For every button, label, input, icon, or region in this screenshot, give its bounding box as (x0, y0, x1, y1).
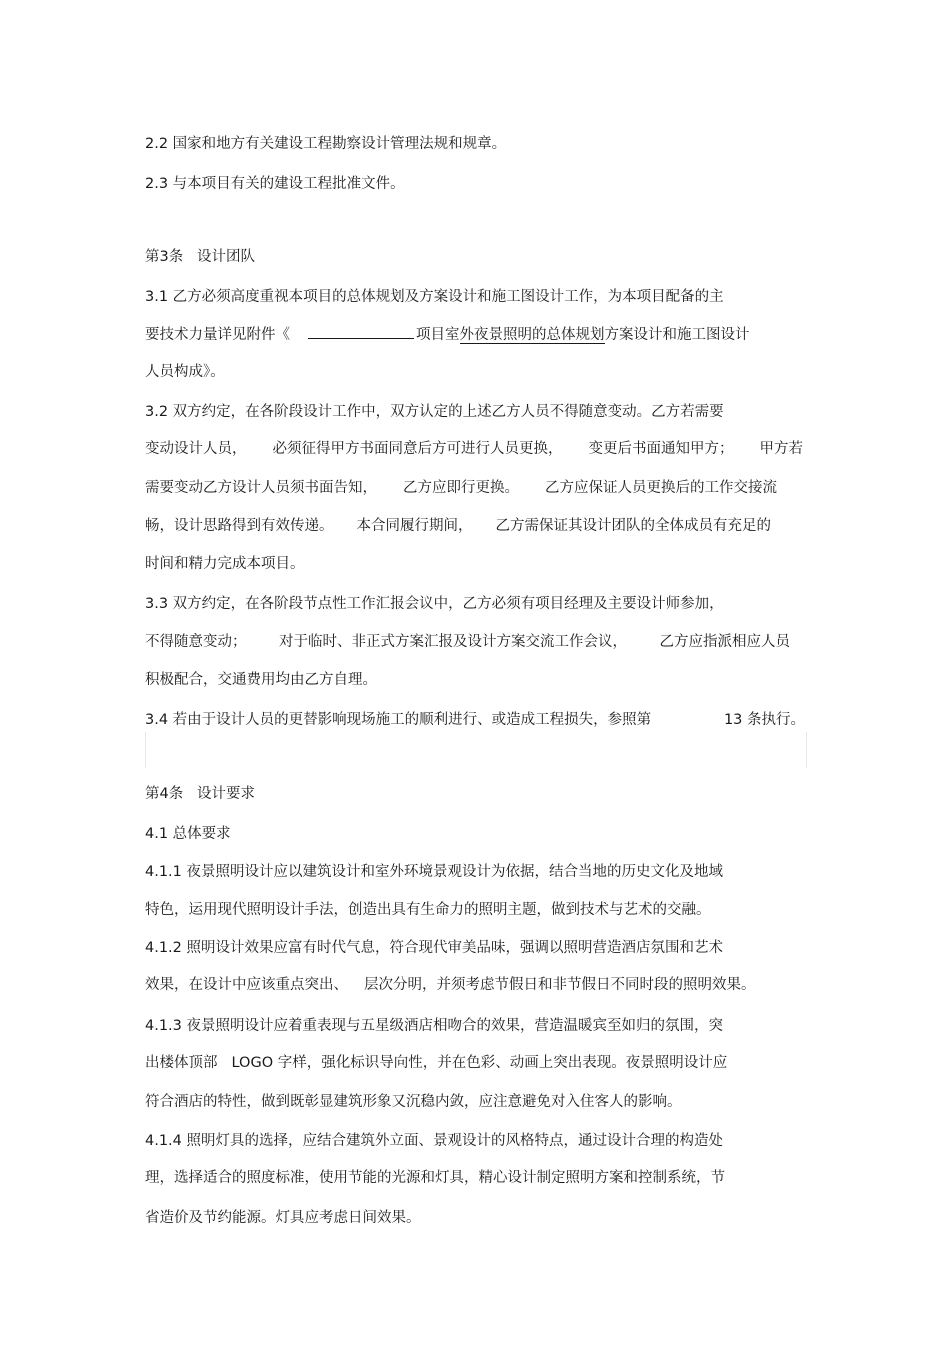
article-3-heading: 第3条 设计团队 (145, 249, 256, 265)
text-segment: 畅，设计思路得到有效传递。 (145, 518, 334, 534)
clause-4-1-3-line-2 (145, 1053, 727, 1073)
text-segment: 变动设计人员， (145, 441, 247, 457)
text-segment: 13 条执行。 (723, 712, 805, 728)
text-segment: 乙方需保证其设计团队的全体成员有充足的 (495, 518, 771, 534)
text-segment: 乙方应即行更换。 (403, 480, 519, 496)
clause-3-1-prefix: 要技术力量详见附件《 (145, 327, 290, 343)
clause-4-1-1-line-1: 4.1.1 夜景照明设计应以建筑设计和室外环境景观设计为依据，结合当地的历史文化及地域 (145, 864, 723, 880)
clause-4-1-4-line-1: 4.1.4 照明灯具的选择，应结合建筑外立面、景观设计的风格特点，通过设计合理的构造处 (145, 1133, 723, 1149)
clause-3-1-line-3: 人员构成》。 (145, 364, 225, 380)
clause-2-3: 2.3 与本项目有关的建设工程批准文件。 (145, 176, 405, 192)
clause-4-1-2-line-2 (145, 975, 756, 995)
clause-2-2: 2.2 国家和地方有关建设工程勘察设计管理法规和规章。 (145, 136, 507, 152)
divider (806, 732, 807, 768)
divider (145, 732, 146, 768)
clause-3-2-line-2 (145, 439, 803, 459)
clause-3-1-underlined: 外夜景照明的总体规划 (459, 327, 605, 343)
text-segment: 不得随意变动； (145, 634, 247, 650)
text-segment: 3.4 若由于设计人员的更替影响现场施工的顺利进行、或造成工程损失，参照第 (145, 712, 652, 728)
text-segment: 甲方若 (759, 441, 803, 457)
text-segment: 乙方应保证人员更换后的工作交接流 (545, 480, 777, 496)
clause-3-3-line-1: 3.3 双方约定，在各阶段节点性工作汇报会议中，乙方必须有项目经理及主要设计师参加， (145, 596, 724, 612)
clause-3-3-line-2 (145, 632, 790, 652)
clause-3-2-line-3 (145, 478, 777, 498)
clause-4-1-3-line-1: 4.1.3 夜景照明设计应着重表现与五星级酒店相吻合的效果，营造温暖宾至如归的氛围，突 (145, 1018, 723, 1034)
clause-4-1-heading: 4.1 总体要求 (145, 826, 231, 842)
text-segment: 需要变动乙方设计人员须书面告知， (145, 480, 377, 496)
text-segment: 必须征得甲方书面同意后方可进行人员更换， (272, 441, 563, 457)
text-segment: 层次分明，并须考虑节假日和非节假日不同时段的照明效果。 (364, 977, 756, 993)
text-segment: 对于临时、非正式方案汇报及设计方案交流工作会议， (279, 634, 627, 650)
clause-3-3-line-3: 积极配合，交通费用均由乙方自理。 (145, 672, 377, 688)
clause-4-1-3-line-3: 符合酒店的特性，做到既彰显建筑形象又沉稳内敛，应注意避免对入住客人的影响。 (145, 1094, 682, 1110)
clause-4-1-2-line-1: 4.1.2 照明设计效果应富有时代气息，符合现代审美品味，强调以照明营造酒店氛围和艺术 (145, 940, 723, 956)
text-segment: 效果，在设计中应该重点突出、 (145, 977, 348, 993)
clause-4-1-4-line-2: 理，选择适合的照度标准，使用节能的光源和灯具，精心设计制定照明方案和控制系统，节 (145, 1170, 725, 1186)
text-segment: 出楼体顶部 (145, 1055, 218, 1071)
clause-3-2-line-1: 3.2 双方约定，在各阶段设计工作中，双方认定的上述乙方人员不得随意变动。乙方若需要 (145, 404, 724, 420)
clause-3-1-mid: 项目室 (416, 327, 460, 343)
text-segment: LOGO 字样，强化标识导向性，并在色彩、动画上突出表现。夜景照明设计应 (231, 1055, 728, 1071)
fill-in-blank (308, 324, 414, 339)
clause-3-2-line-4 (145, 516, 771, 536)
clause-3-4 (145, 710, 805, 730)
clause-3-1-suffix: 方案设计和施工图设计 (604, 327, 750, 343)
text-segment: 变更后书面通知甲方； (588, 441, 734, 457)
clause-4-1-1-line-2: 特色，运用现代照明设计手法，创造出具有生命力的照明主题，做到技术与艺术的交融。 (145, 902, 711, 918)
clause-4-1-4-line-3: 省造价及节约能源。灯具应考虑日间效果。 (145, 1210, 421, 1226)
clause-3-1-line-2 (145, 324, 750, 345)
clause-3-2-line-5: 时间和精力完成本项目。 (145, 556, 305, 572)
article-4-heading: 第4条 设计要求 (145, 786, 256, 802)
text-segment: 本合同履行期间， (356, 518, 473, 534)
text-segment: 乙方应指派相应人员 (659, 634, 790, 650)
clause-3-1-line-1: 3.1 乙方必须高度重视本项目的总体规划及方案设计和施工图设计工作，为本项目配备的主 (145, 289, 724, 305)
